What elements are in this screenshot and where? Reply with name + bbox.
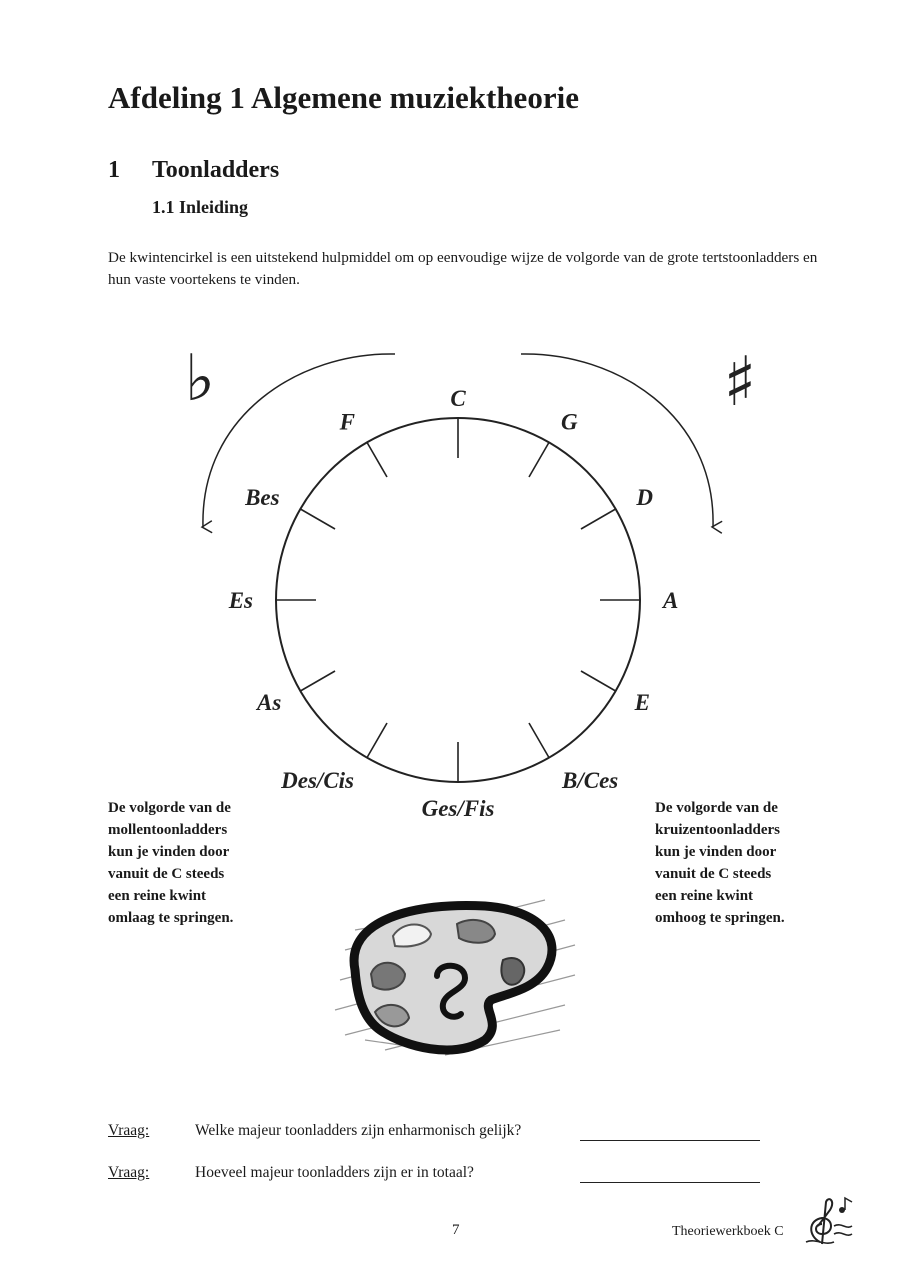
question-text: Welke majeur toonladders zijn enharmonisch gelijk? — [195, 1122, 522, 1139]
question-row — [108, 1164, 474, 1182]
note-line: De volgorde van de — [108, 800, 231, 816]
section-title: Afdeling 1 Algemene muziektheorie — [108, 80, 579, 115]
circle-of-fifths-diagram — [0, 330, 900, 830]
question-text: Hoeveel majeur toonladders zijn er in totaal? — [195, 1164, 474, 1181]
paint-palette-illustration — [325, 890, 585, 1060]
key-label: Es — [228, 588, 253, 613]
page-number: 7 — [452, 1222, 460, 1238]
circle-tick — [529, 723, 549, 758]
paint-blob — [457, 920, 495, 943]
circle-tick — [300, 671, 335, 691]
note-line: een reine kwint — [108, 888, 207, 904]
note-sharps — [655, 797, 835, 929]
note-line: vanuit de C steeds — [655, 866, 772, 882]
flat-direction-arrow — [203, 354, 395, 527]
key-label: D — [636, 485, 654, 510]
answer-line[interactable] — [580, 1182, 760, 1183]
note-line: omhoog te springen. — [655, 910, 785, 926]
note-line: kun je vinden door — [655, 844, 777, 860]
chapter-title: Toonladders — [152, 157, 280, 183]
key-label: B/Ces — [562, 768, 619, 794]
note-line: vanuit de C steeds — [108, 866, 225, 882]
key-label: Des/Cis — [281, 768, 354, 794]
circle-tick — [581, 509, 616, 529]
paint-blob — [371, 963, 405, 990]
circle-tick — [529, 442, 549, 477]
question-row — [108, 1122, 521, 1140]
key-label: A — [663, 588, 679, 613]
question-label: Vraag: — [108, 1164, 150, 1181]
note-line: kruizentoonladders — [655, 822, 781, 838]
flat-symbol: ♭ — [184, 342, 216, 416]
circle-tick — [367, 723, 387, 758]
sharp-direction-arrow — [521, 354, 713, 527]
footer-book-title: Theoriewerkboek C — [672, 1224, 784, 1239]
treble-clef-logo — [800, 1196, 856, 1248]
note-line: mollentoonladders — [108, 822, 228, 838]
note-flats — [108, 797, 288, 929]
answer-line[interactable] — [580, 1140, 760, 1141]
key-label: E — [634, 690, 651, 715]
key-label: C — [450, 386, 466, 411]
note-line: De volgorde van de — [655, 800, 778, 816]
note-line: kun je vinden door — [108, 844, 230, 860]
note-line: een reine kwint — [655, 888, 754, 904]
paint-blob — [501, 958, 524, 985]
note-line: omlaag te springen. — [108, 910, 234, 926]
key-label: Ges/Fis — [421, 796, 495, 821]
question-label: Vraag: — [108, 1122, 150, 1139]
key-label: G — [561, 409, 578, 435]
key-label: F — [339, 409, 355, 435]
subsection-title: 1.1 Inleiding — [152, 197, 249, 217]
intro-paragraph: De kwintencirkel is een uitstekend hulpmiddel om op eenvoudige wijze de volgorde van de grote tertstoonladders en hun vaste voortekens te vinden. — [108, 249, 818, 288]
circle-tick — [581, 671, 616, 691]
chapter-number: 1 — [108, 157, 120, 183]
key-label: Bes — [245, 485, 280, 510]
key-label: As — [257, 690, 282, 715]
circle-tick — [367, 442, 387, 477]
sharp-symbol: ♯ — [723, 343, 757, 422]
circle-tick — [300, 509, 335, 529]
fifths-circle — [276, 418, 640, 782]
